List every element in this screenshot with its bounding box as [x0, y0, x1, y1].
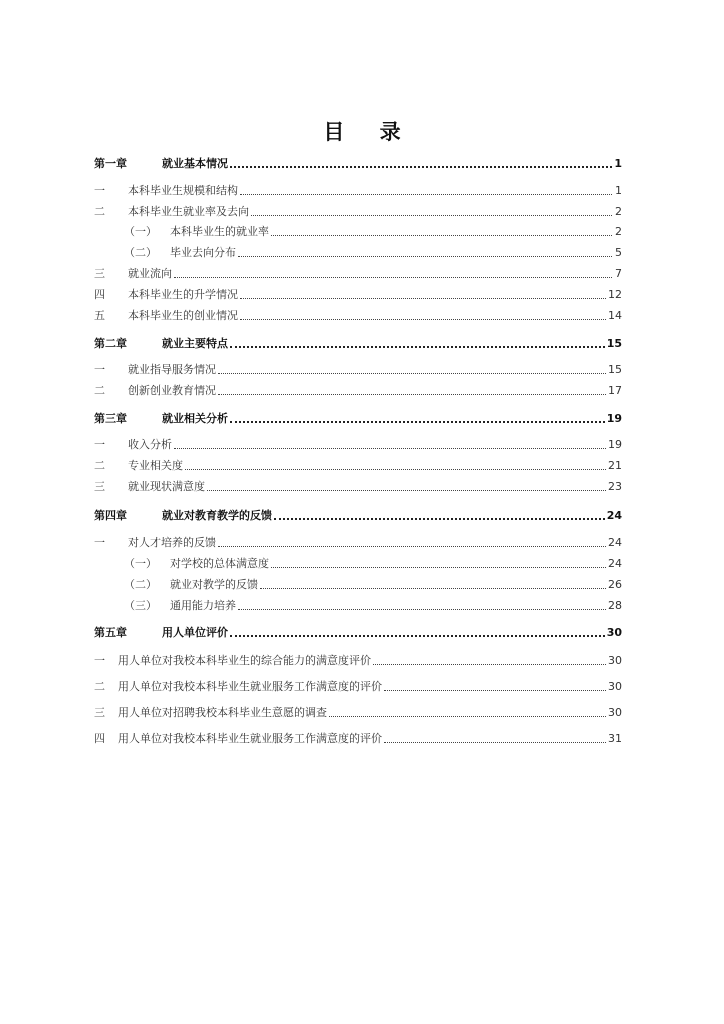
toc-entry-page: 12	[608, 288, 622, 301]
toc-entry-number: 第三章	[94, 412, 127, 425]
toc-entry-title: 用人单位对我校本科毕业生就业服务工作满意度的评价	[118, 680, 382, 693]
toc-entry-page: 30	[608, 654, 622, 667]
toc-entry-title: 用人单位对我校本科毕业生的综合能力的满意度评价	[118, 654, 371, 667]
toc-entry-title: 通用能力培养	[170, 599, 236, 612]
toc-entry-title: 收入分析	[128, 438, 172, 451]
toc-entry-title: 就业指导服务情况	[128, 363, 216, 376]
dot-leader	[230, 166, 612, 168]
toc-entry-page: 23	[608, 480, 622, 493]
toc-chapter-entry[interactable]	[94, 503, 622, 523]
toc-entry-page: 30	[608, 680, 622, 693]
toc-entry[interactable]	[94, 700, 622, 720]
dot-leader	[207, 490, 606, 491]
dot-leader	[271, 235, 612, 236]
toc-entry-title: 就业现状满意度	[128, 480, 205, 493]
dot-leader	[240, 319, 606, 320]
dot-leader	[230, 635, 605, 637]
toc-entry-number: （一）	[124, 225, 157, 238]
toc-chapter-entry[interactable]	[94, 406, 622, 426]
toc-entry-page: 30	[606, 626, 622, 639]
toc-entry-page: 15	[608, 363, 622, 376]
toc-entry-number: （三）	[124, 599, 157, 612]
toc-entry-title: 对学校的总体满意度	[170, 557, 269, 570]
toc-entry-title: 就业基本情况	[162, 157, 228, 170]
toc-chapter-entry[interactable]	[94, 620, 622, 640]
dot-leader	[238, 609, 606, 610]
toc-entry-number: 二	[94, 384, 105, 397]
toc-entry-number: 第一章	[94, 157, 127, 170]
dot-leader	[384, 690, 606, 691]
toc-entry[interactable]	[94, 199, 622, 219]
toc-entry-title: 用人单位对我校本科毕业生就业服务工作满意度的评价	[118, 732, 382, 745]
toc-entry-number: 二	[94, 459, 105, 472]
toc-entry-page: 1	[615, 184, 622, 197]
toc-entry-number: 三	[94, 480, 105, 493]
toc-entry-number: 第二章	[94, 337, 127, 350]
toc-chapter-entry[interactable]	[94, 151, 622, 171]
toc-entry-title: 对人才培养的反馈	[128, 536, 216, 549]
toc-entry-page: 1	[614, 157, 622, 170]
dot-leader	[238, 256, 612, 257]
toc-entry[interactable]	[94, 261, 622, 281]
toc-entry-page: 26	[608, 578, 622, 591]
toc-entry-title: 就业主要特点	[162, 337, 228, 350]
toc-entry-page: 24	[608, 536, 622, 549]
dot-leader	[274, 518, 605, 520]
toc-entry-number: 一	[94, 438, 105, 451]
toc-entry-title: 本科毕业生的升学情况	[128, 288, 238, 301]
toc-entry-title: 专业相关度	[128, 459, 183, 472]
toc-entry[interactable]	[94, 282, 622, 302]
toc-entry[interactable]	[94, 726, 622, 746]
toc-entry-number: （二）	[124, 246, 157, 259]
toc-entry-page: 31	[608, 732, 622, 745]
toc-entry[interactable]	[124, 593, 622, 613]
dot-leader	[240, 298, 606, 299]
toc-entry[interactable]	[124, 219, 622, 239]
toc-entry[interactable]	[94, 378, 622, 398]
toc-entry-page: 7	[615, 267, 622, 280]
toc-entry-number: 四	[94, 288, 105, 301]
toc-entry-number: 五	[94, 309, 105, 322]
toc-entry-page: 5	[615, 246, 622, 259]
toc-entry-number: 一	[94, 363, 105, 376]
toc-entry-number: 四	[94, 732, 105, 745]
toc-entry-title: 本科毕业生规模和结构	[128, 184, 238, 197]
toc-entry-page: 19	[606, 412, 622, 425]
toc-entry-title: 就业对教育教学的反馈	[162, 509, 272, 522]
toc-entry[interactable]	[94, 474, 622, 494]
dot-leader	[260, 588, 606, 589]
toc-entry-title: 就业相关分析	[162, 412, 228, 425]
toc-entry-title: 用人单位对招聘我校本科毕业生意愿的调查	[118, 706, 327, 719]
dot-leader	[174, 448, 606, 449]
dot-leader	[240, 194, 612, 195]
dot-leader	[384, 742, 606, 743]
toc-entry-title: 本科毕业生的创业情况	[128, 309, 238, 322]
dot-leader	[230, 421, 605, 423]
toc-entry-number: 三	[94, 706, 105, 719]
toc-entry-title: 毕业去向分布	[170, 246, 236, 259]
toc-entry-page: 30	[608, 706, 622, 719]
dot-leader	[218, 546, 606, 547]
toc-entry-page: 21	[608, 459, 622, 472]
toc-entry-title: 就业对教学的反馈	[170, 578, 258, 591]
toc-entry[interactable]	[94, 357, 622, 377]
toc-entry[interactable]	[124, 572, 622, 592]
toc-entry-number: 第四章	[94, 509, 127, 522]
dot-leader	[251, 215, 612, 216]
toc-entry-page: 17	[608, 384, 622, 397]
toc-entry-page: 24	[606, 509, 622, 522]
toc-entry-page: 24	[608, 557, 622, 570]
toc-entry[interactable]	[124, 240, 622, 260]
toc-entry-number: （一）	[124, 557, 157, 570]
toc-entry-title: 就业流向	[128, 267, 172, 280]
toc-entry-title: 用人单位评价	[162, 626, 228, 639]
toc-entry-number: 一	[94, 654, 105, 667]
dot-leader	[185, 469, 606, 470]
toc-entry-number: 三	[94, 267, 105, 280]
dot-leader	[373, 664, 606, 665]
dot-leader	[329, 716, 606, 717]
toc-entry-page: 15	[606, 337, 622, 350]
dot-leader	[174, 277, 612, 278]
toc-entry-page: 2	[615, 225, 622, 238]
toc-entry[interactable]	[94, 674, 622, 694]
toc-entry-page: 2	[615, 205, 622, 218]
toc-entry[interactable]	[94, 453, 622, 473]
toc-entry[interactable]	[124, 551, 622, 571]
toc-entry-number: 一	[94, 536, 105, 549]
dot-leader	[218, 373, 606, 374]
dot-leader	[271, 567, 606, 568]
toc-entry-number: 一	[94, 184, 105, 197]
toc-entry-title: 创新创业教育情况	[128, 384, 216, 397]
toc-entry-title: 本科毕业生的就业率	[170, 225, 269, 238]
dot-leader	[230, 346, 605, 348]
toc-chapter-entry[interactable]	[94, 331, 622, 351]
toc-entry-number: 第五章	[94, 626, 127, 639]
toc-entry[interactable]	[94, 530, 622, 550]
toc-entry-number: 二	[94, 205, 105, 218]
toc-entry[interactable]	[94, 178, 622, 198]
page-title: 目 录	[323, 120, 415, 144]
toc-entry-number: 二	[94, 680, 105, 693]
toc-entry[interactable]	[94, 432, 622, 452]
toc-entry[interactable]	[94, 648, 622, 668]
toc-entry-page: 19	[608, 438, 622, 451]
toc-entry-number: （二）	[124, 578, 157, 591]
toc-entry-page: 14	[608, 309, 622, 322]
toc-entry-title: 本科毕业生就业率及去向	[128, 205, 249, 218]
dot-leader	[218, 394, 606, 395]
toc-entry-page: 28	[608, 599, 622, 612]
toc-entry[interactable]	[94, 303, 622, 323]
